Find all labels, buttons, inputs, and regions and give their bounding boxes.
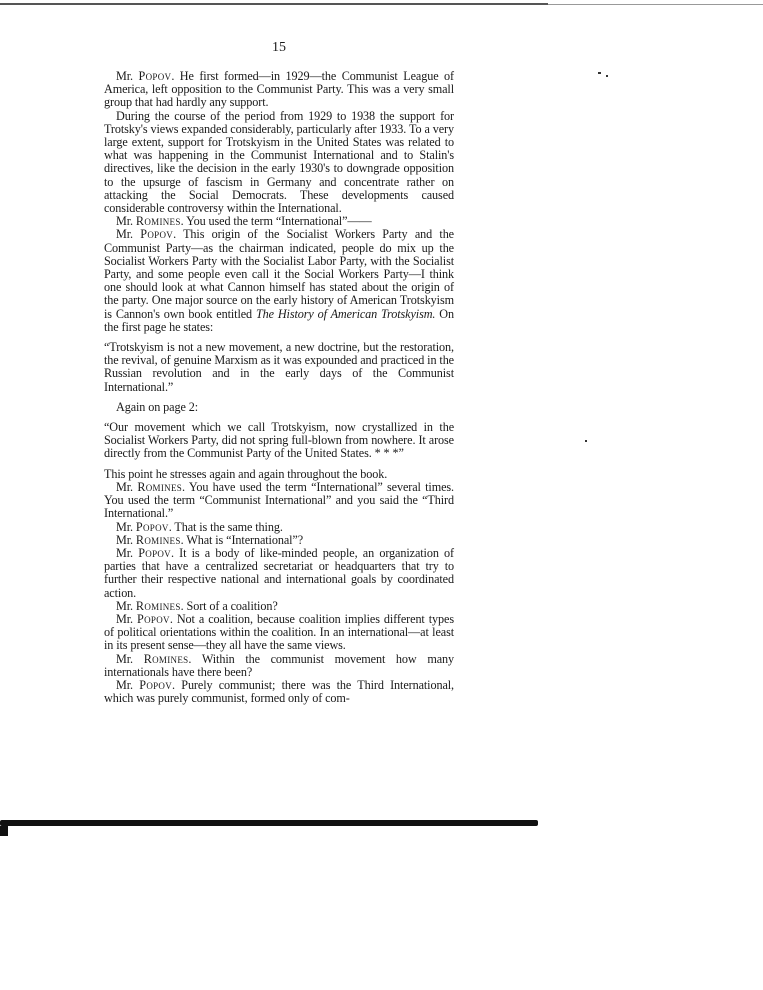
speaker-name: Romines — [135, 532, 181, 547]
speaker-name: Romines — [135, 214, 181, 229]
paragraph — [104, 228, 454, 334]
scan-speck — [585, 440, 587, 442]
scan-speck — [606, 75, 608, 77]
speaker-name: Popov — [135, 519, 169, 534]
block-quote: “Our movement which we call Trotskyism, now crystallized in the Socialist Workers Party, did not spring full-blown from nowhere. It arose directly from the Communist Party of the United States. * * *” — [104, 420, 454, 461]
speaker-prefix: Mr. — [116, 611, 138, 626]
speaker-name: Popov — [137, 611, 170, 626]
paragraph-text: . He first formed—in 1929—the Communist League of America, left opposition to the Communist Party. This was a very small group that had hardly any support. — [104, 69, 454, 110]
paragraph: During the course of the period from 1929 to 1938 the support for Trotsky's views expanded considerably, particularly after 1933. To a very large extent, support for Trotskyism in the United States was related to what was happening in the Communist International and to Stalin's directives, like the decision in the early 1930's to downgrade opposition to the upsurge of fascism in Germany and concentrate rather on attacking the Social Democrats. These developments caused considerable controversy within the International. — [104, 108, 454, 216]
book-title: The History of American Trotskyism. — [255, 306, 436, 321]
paragraph — [104, 653, 454, 679]
speaker-prefix: Mr. — [116, 227, 141, 242]
scan-border-bottom-tail — [0, 826, 8, 836]
speaker-prefix: Mr. — [116, 598, 136, 613]
paragraph-text: . Purely communist; there was the Third International, which was purely communist, formed only of com- — [104, 677, 455, 706]
speaker-prefix: Mr. — [116, 214, 136, 229]
paragraph — [104, 679, 454, 705]
speaker-name: Romines — [137, 479, 183, 494]
paragraph-text: . You used the term “International”—— — [180, 214, 372, 229]
speaker-prefix: Mr. — [116, 677, 140, 692]
paragraph-text: . That is the same thing. — [168, 519, 283, 534]
speaker-prefix: Mr. — [116, 69, 139, 83]
speaker-prefix: Mr. — [116, 532, 136, 547]
paragraph-text: . Within the communist movement how many internationals have there been? — [104, 651, 454, 679]
paragraph-text: On the first page he states: — [104, 306, 454, 334]
paragraph-text: . This origin of the Socialist Workers Party and the Communist Party—as the chairman indicated, people do mix up the Socialist Workers Party with the Socialist Labor Party, with the Socialist Party, and some people even call it the Social Workers Party—I think one should look at what Cannon himself has stated about the origin of the party. One major source on the early history of American Trotskyism is Cannon's own book entitled — [104, 227, 454, 321]
speaker-prefix: Mr. — [116, 479, 138, 494]
speaker-prefix: Mr. — [116, 651, 144, 666]
speaker-prefix: Mr. — [116, 545, 139, 560]
paragraph: This point he stresses again and again throughout the book. — [104, 466, 388, 481]
paragraph-text: . What is “International”? — [180, 532, 304, 547]
scan-speck — [598, 72, 601, 74]
paragraph — [104, 70, 454, 110]
speaker-name: Popov — [138, 545, 171, 560]
document-page — [104, 40, 454, 705]
paragraph-text: . It is a body of like-minded people, an organization of parties that have a centralized secretariat or headquarters that try to further their respective national and international goals by coordinated action. — [104, 545, 454, 600]
speaker-prefix: Mr. — [116, 519, 136, 534]
scan-border-top-faint — [548, 4, 763, 5]
scan-border-bottom — [0, 820, 538, 826]
block-quote: “Trotskyism is not a new movement, a new doctrine, but the restoration, the revival, of genuine Marxism as it was expounded and practiced in the Russian revolution and in the early days of the Communist International.” — [104, 340, 454, 394]
speaker-name: Romines — [135, 598, 181, 613]
page-number: 15 — [272, 40, 286, 55]
paragraph-text: . You have used the term “International” several times. You used the term “Communist International” and you said the “Third International.” — [104, 479, 454, 521]
speaker-name: Popov — [139, 677, 173, 692]
speaker-name: Popov — [140, 227, 174, 242]
paragraph-text: . Sort of a coalition? — [180, 598, 278, 613]
paragraph — [104, 547, 454, 600]
paragraph-text: . Not a coalition, because coalition implies different types of political orientations within the coalition. In an international—at least in its present sense—they all have the same views. — [104, 611, 454, 653]
speaker-name: Romines — [143, 651, 189, 666]
paragraph — [104, 613, 454, 653]
page-body — [104, 70, 454, 705]
speaker-name: Popov — [138, 69, 172, 83]
scan-border-top — [0, 3, 548, 5]
paragraph — [104, 481, 454, 521]
paragraph: Again on page 2: — [116, 399, 198, 414]
